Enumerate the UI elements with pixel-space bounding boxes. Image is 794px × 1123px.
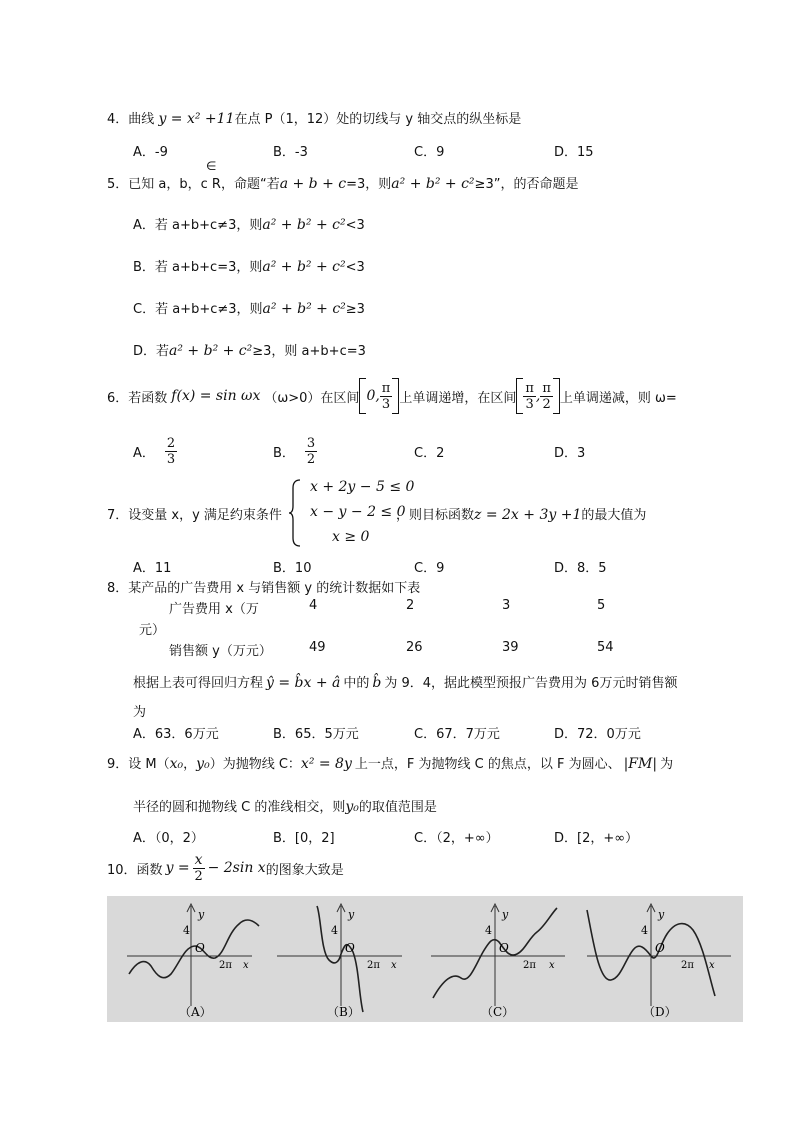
math-expression: z = 2x + 3y +1 (474, 507, 582, 523)
table-cell: 39 (502, 640, 519, 655)
denominator: 3 (381, 396, 391, 412)
fraction (193, 853, 205, 884)
x-axis-label: x (391, 960, 397, 971)
y-axis-label: y (502, 908, 509, 921)
interval-two: $\frac{\pi}{3}$ , $\frac{\pi}{2}$ (516, 378, 560, 414)
numerator: 3 (306, 435, 316, 451)
math-expression: b̂ (372, 675, 382, 691)
x-axis-label: x (243, 960, 249, 971)
origin-label: O (195, 941, 205, 955)
option-b (273, 431, 317, 471)
math-expression: a² + b² + c² (169, 343, 253, 359)
question-text: 根据上表可得回归方程 (133, 676, 264, 691)
y-axis-label: y (198, 908, 205, 921)
graph-c (431, 904, 565, 1019)
interval-one (359, 378, 399, 414)
question-text: 上单调递减，则 ω= (559, 390, 677, 406)
option-b: B．-3 (273, 145, 308, 160)
graph-d (587, 904, 731, 1019)
x-tick-label: 2π (681, 960, 694, 971)
fraction (540, 381, 553, 412)
question-number: 8． (107, 581, 129, 596)
question-7 (107, 504, 282, 523)
option-text: C．若 a+b+c≠3，则 (133, 302, 263, 317)
question-text: 的最大值为 (581, 508, 647, 523)
constraint-2: x − y − 2 ≤ 0 (310, 504, 406, 520)
option-d (133, 340, 366, 359)
table-row-label: 元） (139, 623, 166, 638)
option-text: ≥3，则 a+b+c=3 (252, 344, 366, 359)
table-cell: 3 (502, 598, 511, 613)
graph-label: （D） (643, 1005, 677, 1019)
table-cell: 2 (406, 598, 415, 613)
question-text: 半径的圆和抛物线 C 的准线相交，则 (133, 800, 346, 815)
option-b (133, 256, 365, 275)
option-c: C．2 (414, 446, 445, 461)
question-text: 若函数 (128, 390, 168, 406)
numerator: π (525, 380, 534, 396)
option-d: D．3 (554, 446, 586, 461)
math-expression: y = x² +11 (158, 111, 235, 127)
graph-label: （C） (481, 1005, 515, 1019)
option-c: C．67．7万元 (414, 727, 500, 742)
numerator: 2 (166, 435, 176, 451)
question-5 (107, 173, 578, 192)
option-d: D．[2，+∞） (554, 831, 639, 846)
question-text: 曲线 (128, 112, 155, 127)
graphs-svg (107, 896, 743, 1022)
y-tick-label: 4 (331, 924, 338, 937)
math-expression: a² + b² + c² (262, 217, 346, 233)
math-expression: a + b + c (279, 176, 347, 192)
denominator: 2 (542, 396, 551, 412)
y-axis-label: y (658, 908, 665, 921)
option-letter: B． (273, 445, 295, 461)
denominator: 2 (306, 451, 316, 467)
question-text: ，则目标函数 (396, 508, 475, 523)
fraction (305, 436, 317, 467)
option-a: A．-9 (133, 145, 168, 160)
math-expression: y₀ (345, 799, 359, 815)
math-expression: |FM| (623, 756, 658, 772)
option-a: A．（0，2） (133, 831, 204, 846)
option-b: B．10 (273, 561, 312, 576)
y-tick-label: 4 (641, 924, 648, 937)
left-bracket (516, 378, 523, 414)
question-4 (107, 108, 521, 127)
question-text: 为 (660, 757, 674, 772)
curve-a (129, 920, 259, 978)
question-text: 某产品的广告费用 x 与销售额 y 的统计数据如下表 (128, 581, 421, 596)
question-text: 设 M（ (128, 757, 170, 772)
x-tick-label: 2π (523, 960, 536, 971)
graph-label: （B） (327, 1005, 360, 1019)
option-a (133, 431, 177, 471)
question-text: ）为抛物线 C： (209, 757, 301, 772)
numerator: π (381, 380, 391, 396)
question-text: 上一点，F 为抛物线 C 的焦点，以 F 为圆心、 (354, 757, 621, 772)
table-row-label: 销售额 y（万元） (169, 644, 272, 659)
option-d: D．15 (554, 145, 594, 160)
question-8 (107, 577, 420, 596)
x-axis-label: x (709, 960, 715, 971)
y-axis-label: y (348, 908, 355, 921)
question-number: 10． (107, 862, 137, 878)
question-text: 上单调递增，在区间 (399, 390, 517, 406)
option-b: B．[0，2] (273, 831, 335, 846)
left-bracket (359, 378, 366, 414)
question-text: （ω>0）在区间 (264, 390, 360, 406)
fraction (380, 381, 393, 412)
question-number: 9． (107, 757, 129, 772)
origin-label: O (499, 941, 509, 955)
question-text: ≥3”，的否命题是 (474, 177, 579, 192)
table-cell: 26 (406, 640, 423, 655)
denominator: 2 (194, 868, 203, 884)
right-bracket (553, 378, 560, 414)
math-expression: x² = 8y (300, 756, 352, 772)
option-text: ≥3 (345, 302, 365, 317)
denominator: 3 (525, 396, 534, 412)
question-text: 已知 a，b，c (128, 177, 208, 192)
origin-label: O (345, 941, 355, 955)
constraint-3: x ≥ 0 (332, 529, 370, 545)
table-cell: 5 (597, 598, 606, 613)
graph-a (127, 904, 259, 1019)
interval-left-endpoint: 0, (366, 388, 380, 404)
graph-b (277, 904, 402, 1019)
graph-options-figure (107, 896, 743, 1022)
question-number: 7． (107, 508, 129, 523)
x-tick-label: 2π (367, 960, 380, 971)
question-text: 函数 (136, 862, 163, 878)
question-text: 在点 P（1，12）处的切线与 y 轴交点的纵坐标是 (234, 112, 522, 127)
option-text: <3 (345, 218, 365, 233)
option-c: C．（2，+∞） (414, 831, 499, 846)
fraction (523, 381, 536, 412)
question-text: R，命题“若 (211, 177, 280, 192)
option-text: <3 (345, 260, 365, 275)
option-a (133, 214, 365, 233)
brace-symbol (288, 478, 302, 548)
question-9-line-2 (133, 796, 437, 815)
option-letter: A． (133, 445, 155, 461)
option-a: A．11 (133, 561, 172, 576)
right-bracket (392, 378, 399, 414)
y-tick-label: 4 (485, 924, 492, 937)
question-text: 设变量 x，y 满足约束条件 (128, 508, 282, 523)
question-text: ， (183, 757, 197, 772)
math-expression: f(x) = sin ωx (171, 388, 261, 404)
question-text: 中的 (343, 676, 370, 691)
question-text: 为 9．4，据此模型预报广告费用为 6万元时销售额 (384, 676, 678, 691)
numerator: π (542, 380, 551, 396)
question-number: 5． (107, 177, 129, 192)
table-cell: 4 (309, 598, 318, 613)
question-10 (107, 850, 344, 886)
math-expression: a² + b² + c² (262, 259, 346, 275)
question-9 (107, 753, 673, 772)
question-text: =3，则 (346, 177, 392, 192)
option-text: D．若 (133, 344, 170, 359)
option-text: A．若 a+b+c≠3，则 (133, 218, 263, 233)
numerator: x (194, 851, 203, 868)
question-6 (107, 376, 677, 416)
math-expression: a² + b² + c² (262, 301, 346, 317)
fraction (165, 436, 177, 467)
origin-label: O (655, 941, 665, 955)
math-expression: y = (165, 860, 190, 876)
math-expression: a² + b² + c² (391, 176, 475, 192)
option-c: C．9 (414, 561, 445, 576)
question-text: 为 (133, 705, 147, 720)
option-c (133, 298, 365, 317)
y-tick-label: 4 (183, 924, 190, 937)
option-d: D．72．0万元 (554, 727, 641, 742)
option-b: B．65．5万元 (273, 727, 359, 742)
math-expression: x₀ (169, 756, 184, 772)
option-d: D．8．5 (554, 561, 607, 576)
question-number: 4． (107, 112, 129, 127)
option-text: B．若 a+b+c=3，则 (133, 260, 263, 275)
math-expression: y₀ (196, 756, 210, 772)
question-text: 的图象大致是 (265, 862, 344, 878)
element-of-symbol: ∈ (206, 159, 217, 173)
question-text: 的取值范围是 (358, 800, 437, 815)
question-8-text (133, 672, 677, 691)
graph-label: （A） (179, 1005, 212, 1019)
math-expression: − 2sin x (207, 860, 266, 876)
table-cell: 49 (309, 640, 326, 655)
question-number: 6． (107, 390, 129, 406)
denominator: 3 (166, 451, 176, 467)
curve-b (317, 906, 363, 1012)
x-axis-label: x (549, 960, 555, 971)
x-tick-label: 2π (219, 960, 232, 971)
question-7-continuation (396, 504, 646, 523)
table-cell: 54 (597, 640, 614, 655)
table-row-label: 广告费用 x（万 (169, 602, 259, 617)
option-a: A．63．6万元 (133, 727, 219, 742)
math-expression: ŷ = b̂x + â (266, 675, 341, 691)
option-c: C．9 (414, 145, 445, 160)
constraint-1: x + 2y − 5 ≤ 0 (310, 479, 415, 495)
